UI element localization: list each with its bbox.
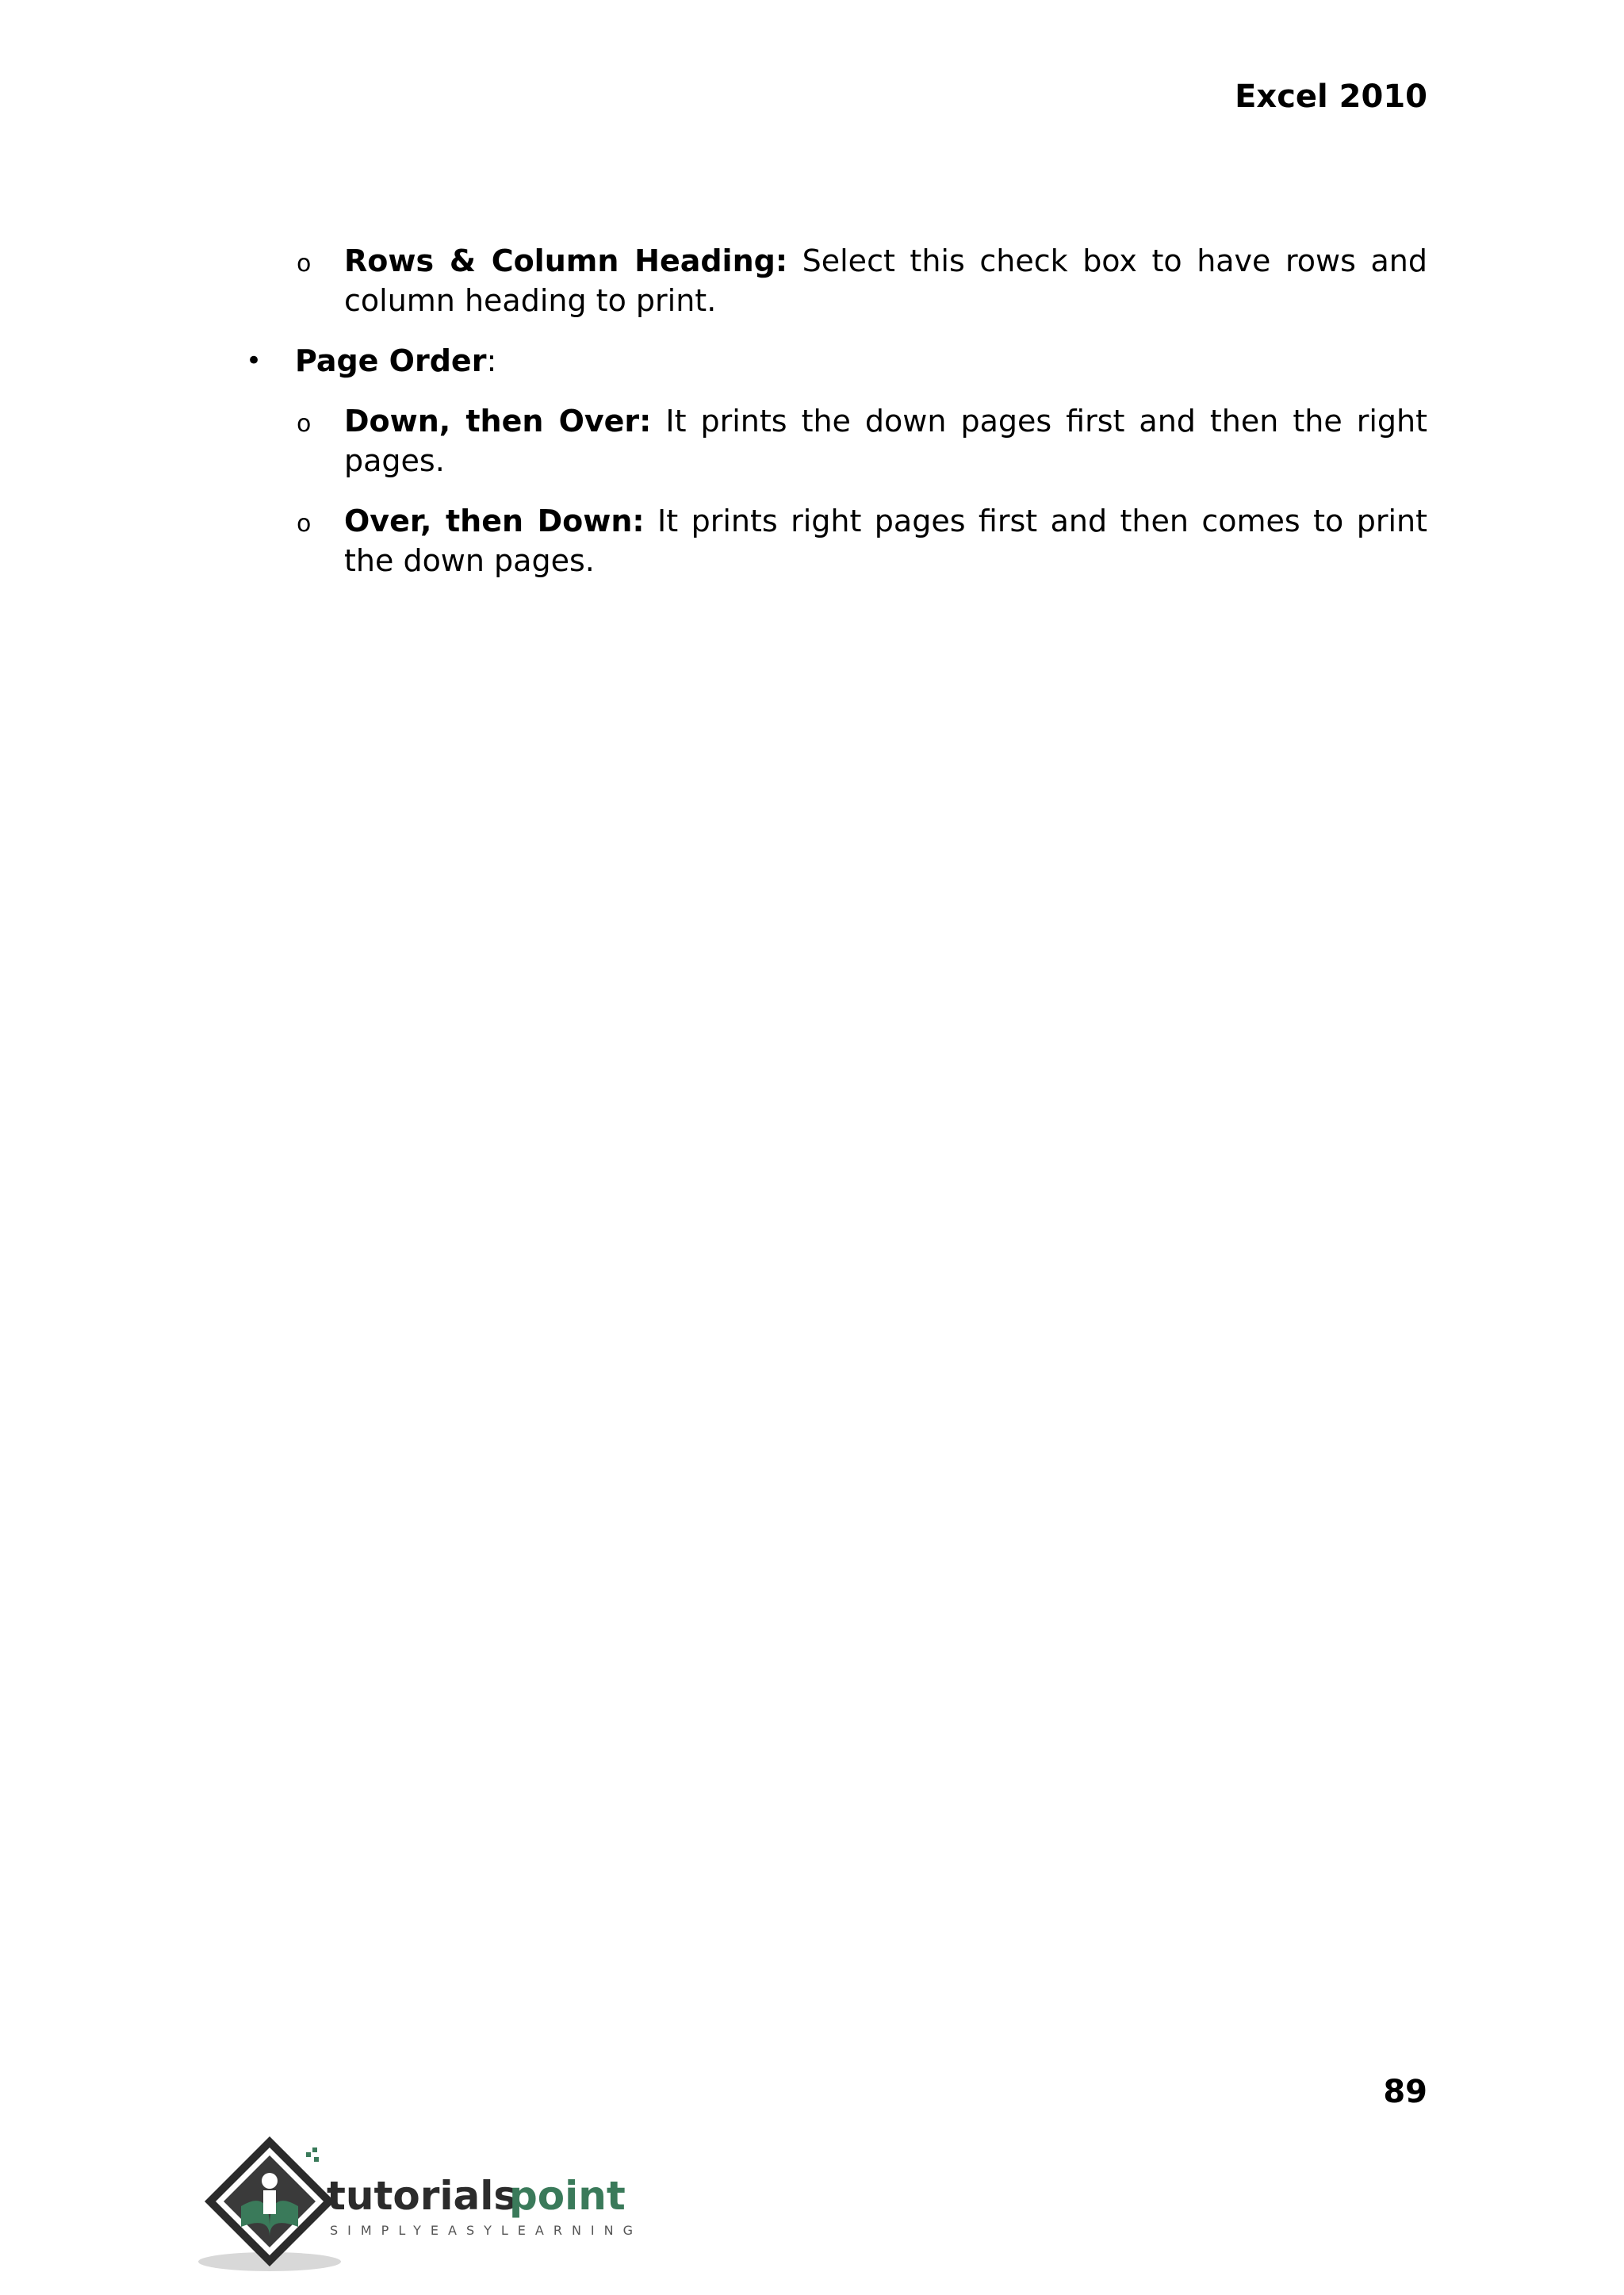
- logo-wordmark-point: point: [509, 2173, 626, 2219]
- circle-bullet-icon: o: [297, 510, 312, 538]
- list-item-rows-column-heading: [230, 241, 1427, 320]
- page-header-title: Excel 2010: [1235, 79, 1427, 115]
- list-item-page-order: [230, 341, 1427, 381]
- item-term: Over, then Down:: [344, 504, 645, 538]
- logo-wordmark-tutorials: tutorials: [327, 2173, 518, 2219]
- item-description: It prints the down pages first and then the right pages.: [344, 404, 1428, 478]
- item-term: Page Order: [295, 343, 487, 378]
- item-description: Select this check box to have rows and column heading to print.: [344, 243, 1427, 318]
- item-description: :: [486, 343, 497, 378]
- tutorialspoint-logo: [193, 2133, 669, 2276]
- circle-bullet-icon: o: [297, 250, 312, 278]
- list-item-over-then-down: [230, 501, 1427, 580]
- logo-tagline: SIMPLYEASYLEARNING: [330, 2223, 643, 2238]
- item-description: It prints right pages first and then comes to print the down pages.: [344, 504, 1427, 578]
- list-item-down-then-over: [230, 401, 1427, 481]
- item-term: Down, then Over:: [344, 404, 652, 439]
- item-term: Rows & Column Heading:: [344, 243, 788, 278]
- document-body: [230, 241, 1427, 601]
- circle-bullet-icon: o: [297, 410, 312, 438]
- bullet-icon: •: [246, 345, 262, 377]
- page-number: 89: [1383, 2074, 1427, 2110]
